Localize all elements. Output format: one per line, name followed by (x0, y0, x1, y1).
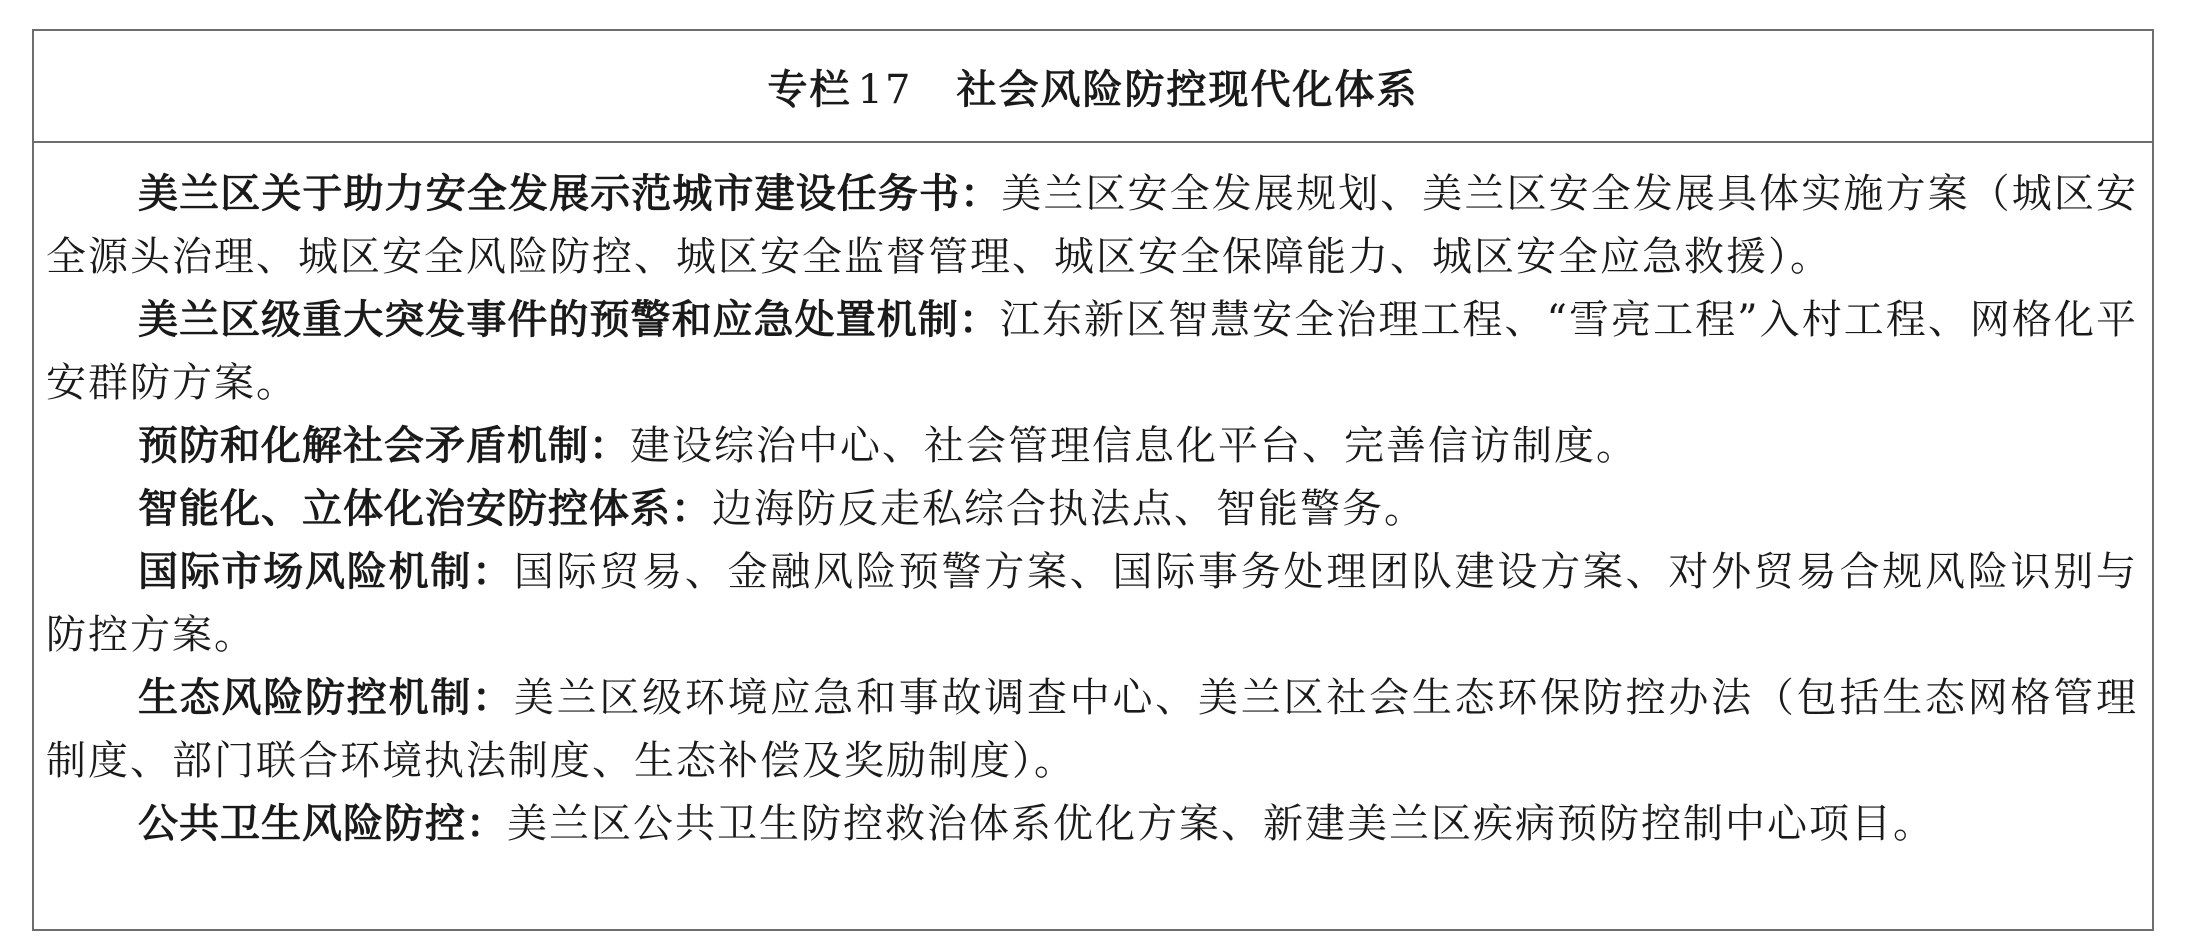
column-header (34, 31, 2152, 143)
list-item (46, 541, 2138, 667)
column-title-text: 社会风险防控现代化体系 (956, 66, 1419, 113)
item-label: 美兰区关于助力安全发展示范城市建设任务书： (138, 171, 1002, 217)
item-text: 江东新区智慧安全治理工程、“雪亮工程”入村工程、网格化平安群防方案。 (46, 297, 2138, 406)
item-label: 预防和化解社会矛盾机制： (138, 423, 630, 469)
column-title-number: 17 (857, 66, 913, 113)
item-text: 边海防反走私综合执法点、智能警务。 (712, 486, 1426, 532)
item-label: 美兰区级重大突发事件的预警和应急处置机制： (138, 297, 1000, 343)
list-item (46, 667, 2138, 793)
list-item (46, 478, 2138, 541)
item-label: 生态风险防控机制： (138, 675, 514, 721)
item-text: 建设综治中心、社会管理信息化平台、完善信访制度。 (630, 423, 1638, 469)
column-box (32, 29, 2154, 931)
item-text: 美兰区级环境应急和事故调查中心、美兰区社会生态环保防控办法（包括生态网格管理制度、部门联合环境执法制度、生态补偿及奖励制度）。 (46, 675, 2139, 784)
column-title (768, 58, 1419, 115)
column-body (34, 143, 2152, 856)
item-text: 美兰区安全发展规划、美兰区安全发展具体实施方案（城区安全源头治理、城区安全风险防控、城区安全监督管理、城区安全保障能力、城区安全应急救援）。 (46, 171, 2138, 280)
list-item (46, 415, 2138, 478)
item-text: 国际贸易、金融风险预警方案、国际事务处理团队建设方案、对外贸易合规风险识别与防控方案。 (46, 549, 2139, 658)
list-item (46, 163, 2138, 289)
list-item (46, 289, 2138, 415)
list-item (46, 793, 2138, 856)
item-label: 智能化、立体化治安防控体系： (138, 486, 712, 532)
item-label: 公共卫生风险防控： (138, 801, 507, 847)
item-text: 美兰区公共卫生防控救治体系优化方案、新建美兰区疾病预防控制中心项目。 (507, 801, 1935, 847)
column-title-prefix: 专栏 (767, 66, 852, 113)
item-label: 国际市场风险机制： (138, 549, 514, 595)
